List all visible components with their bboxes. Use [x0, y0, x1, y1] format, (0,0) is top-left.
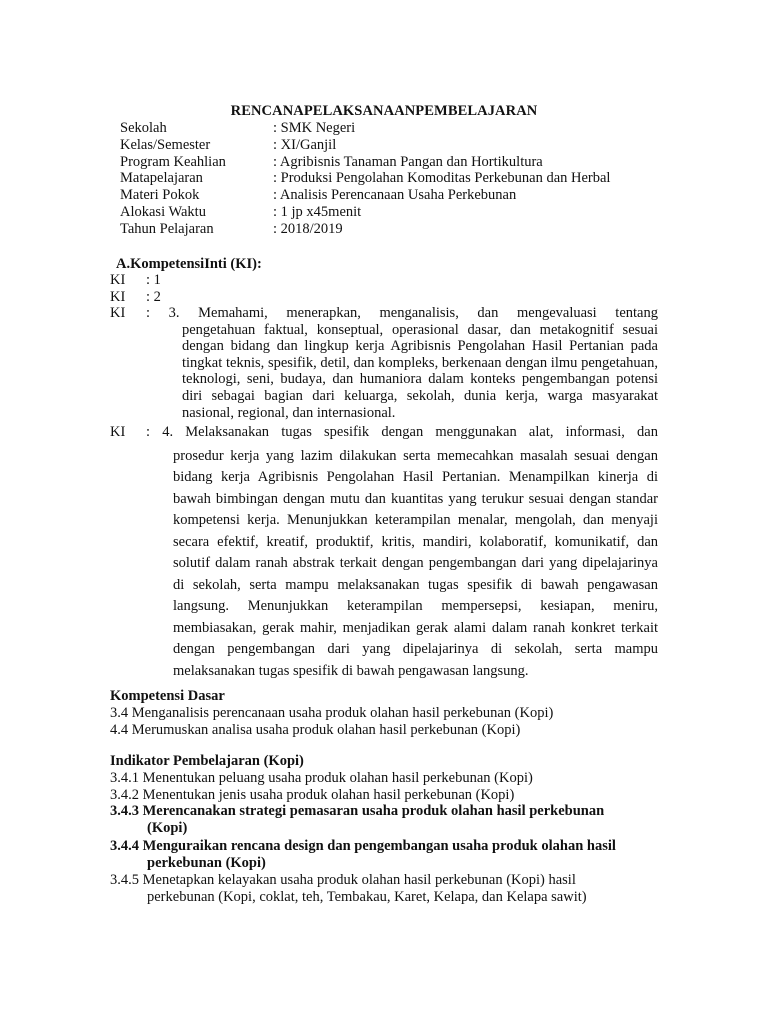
info-label: Program Keahlian: [120, 153, 226, 170]
info-value: : XI/Ganjil: [273, 136, 337, 153]
info-label: Matapelajaran: [120, 170, 203, 187]
kompetensi-dasar-heading: Kompetensi Dasar: [110, 688, 225, 704]
ki-value: : 1: [146, 272, 161, 288]
info-label: Materi Pokok: [120, 187, 200, 204]
ki-4-first-line: : 4. Melaksanakan tugas spesifik dengan menggunakan alat, informasi, dan: [146, 424, 658, 440]
ki-tag: KI: [110, 305, 126, 321]
indikator-item-3-4-2: 3.4.2 Menentukan jenis usaha produk olahan hasil perkebunan (Kopi): [110, 786, 515, 803]
ki-tag: KI: [110, 424, 126, 440]
ki-value: : 2: [146, 288, 161, 305]
indikator-text-continuation: (Kopi): [147, 820, 188, 836]
indikator-item-3-4-4: [110, 838, 616, 871]
info-label: Tahun Pelajaran: [120, 220, 214, 237]
ki-3-paragraph: pengetahuan faktual, konseptual, operasional dasar, dan metakognitif sesuai dengan bidang dan lingkup kerja Agribisnis Pengolahan Hasil Pertanian pada tingkat teknis, spesifik, detil, dan kompleks, berkenaan dengan ilmu pengetahuan, teknologi, seni, budaya, dan humaniora dalam konteks pengembangan potensi diri sebagai bagian dari keluarga, sekolah, dunia kerja, warga masyarakat nasional, regional, dan internasional.: [182, 321, 658, 421]
info-value: : Analisis Perencanaan Usaha Perkebunan: [273, 187, 517, 204]
info-value: : 1 jp x45menit: [273, 203, 362, 220]
indikator-heading: Indikator Pembelajaran (Kopi): [110, 753, 304, 769]
indikator-item-3-4-1: 3.4.1 Menentukan peluang usaha produk olahan hasil perkebunan (Kopi): [110, 770, 533, 786]
info-value: : 2018/2019: [273, 220, 343, 237]
kd-item-3-4: 3.4 Menganalisis perencanaan usaha produk olahan hasil perkebunan (Kopi): [110, 705, 554, 721]
info-value: : Agribisnis Tanaman Pangan dan Hortikultura: [273, 153, 543, 170]
ki-tag: KI: [110, 272, 126, 288]
indikator-text: 3.4.3 Merencanakan strategi pemasaran usaha produk olahan hasil perkebunan: [110, 803, 605, 819]
indikator-text: 3.4.4 Menguraikan rencana design dan pengembangan usaha produk olahan hasil: [110, 838, 616, 854]
indikator-item-3-4-3: [110, 803, 605, 836]
info-value: : Produksi Pengolahan Komoditas Perkebunan dan Herbal: [273, 170, 611, 187]
document-title: RENCANAPELAKSANAANPEMBELAJARAN: [230, 103, 538, 119]
info-label: Sekolah: [120, 120, 167, 136]
info-value: : SMK Negeri: [273, 120, 356, 136]
ki-tag: KI: [110, 288, 126, 305]
ki-4-paragraph: prosedur kerja yang lazim dilakukan serta memecahkan masalah sesuai dengan bidang kerja Agribisnis Pengolahan Hasil Pertanian. Menampilkan kinerja di bawah bimbingan dengan mutu dan kuantitas yang terukur sesuai dengan standar kompetensi kerja. Menunjukkan keterampilan menalar, mengolah, dan menyaji secara efektif, kreatif, produktif, kritis, mandiri, kolaboratif, komunikatif, dan solutif dalam ranah abstrak terkait dengan pengembangan dari yang dipelajarinya di sekolah, serta mampu melaksanakan tugas spesifik di bawah pengawasan langsung. Menunjukkan keterampilan mempersepsi, kesiapan, meniru, membiasakan, gerak mahir, menjadikan gerak alami dalam ranah konkret terkait dengan pengembangan dari yang dipelajarinya di sekolah, serta mampu melaksanakan tugas spesifik di bawah pengawasan langsung.: [173, 447, 658, 679]
indikator-text: 3.4.5 Menetapkan kelayakan usaha produk olahan hasil perkebunan (Kopi) hasil: [110, 872, 576, 888]
indikator-text-continuation: perkebunan (Kopi, coklat, teh, Tembakau, Karet, Kelapa, dan Kelapa sawit): [147, 889, 587, 905]
kompetensi-inti-heading: A.KompetensiInti (KI):: [116, 256, 262, 272]
ki-3-first-line: : 3. Memahami, menerapkan, menganalisis, dan mengevaluasi tentang: [146, 305, 658, 321]
kd-item-4-4: 4.4 Merumuskan analisa usaha produk olahan hasil perkebunan (Kopi): [110, 721, 521, 738]
info-label: Alokasi Waktu: [120, 203, 206, 220]
indikator-item-3-4-5: [110, 872, 587, 905]
info-label: Kelas/Semester: [120, 136, 211, 153]
indikator-text-continuation: perkebunan (Kopi): [147, 855, 266, 871]
